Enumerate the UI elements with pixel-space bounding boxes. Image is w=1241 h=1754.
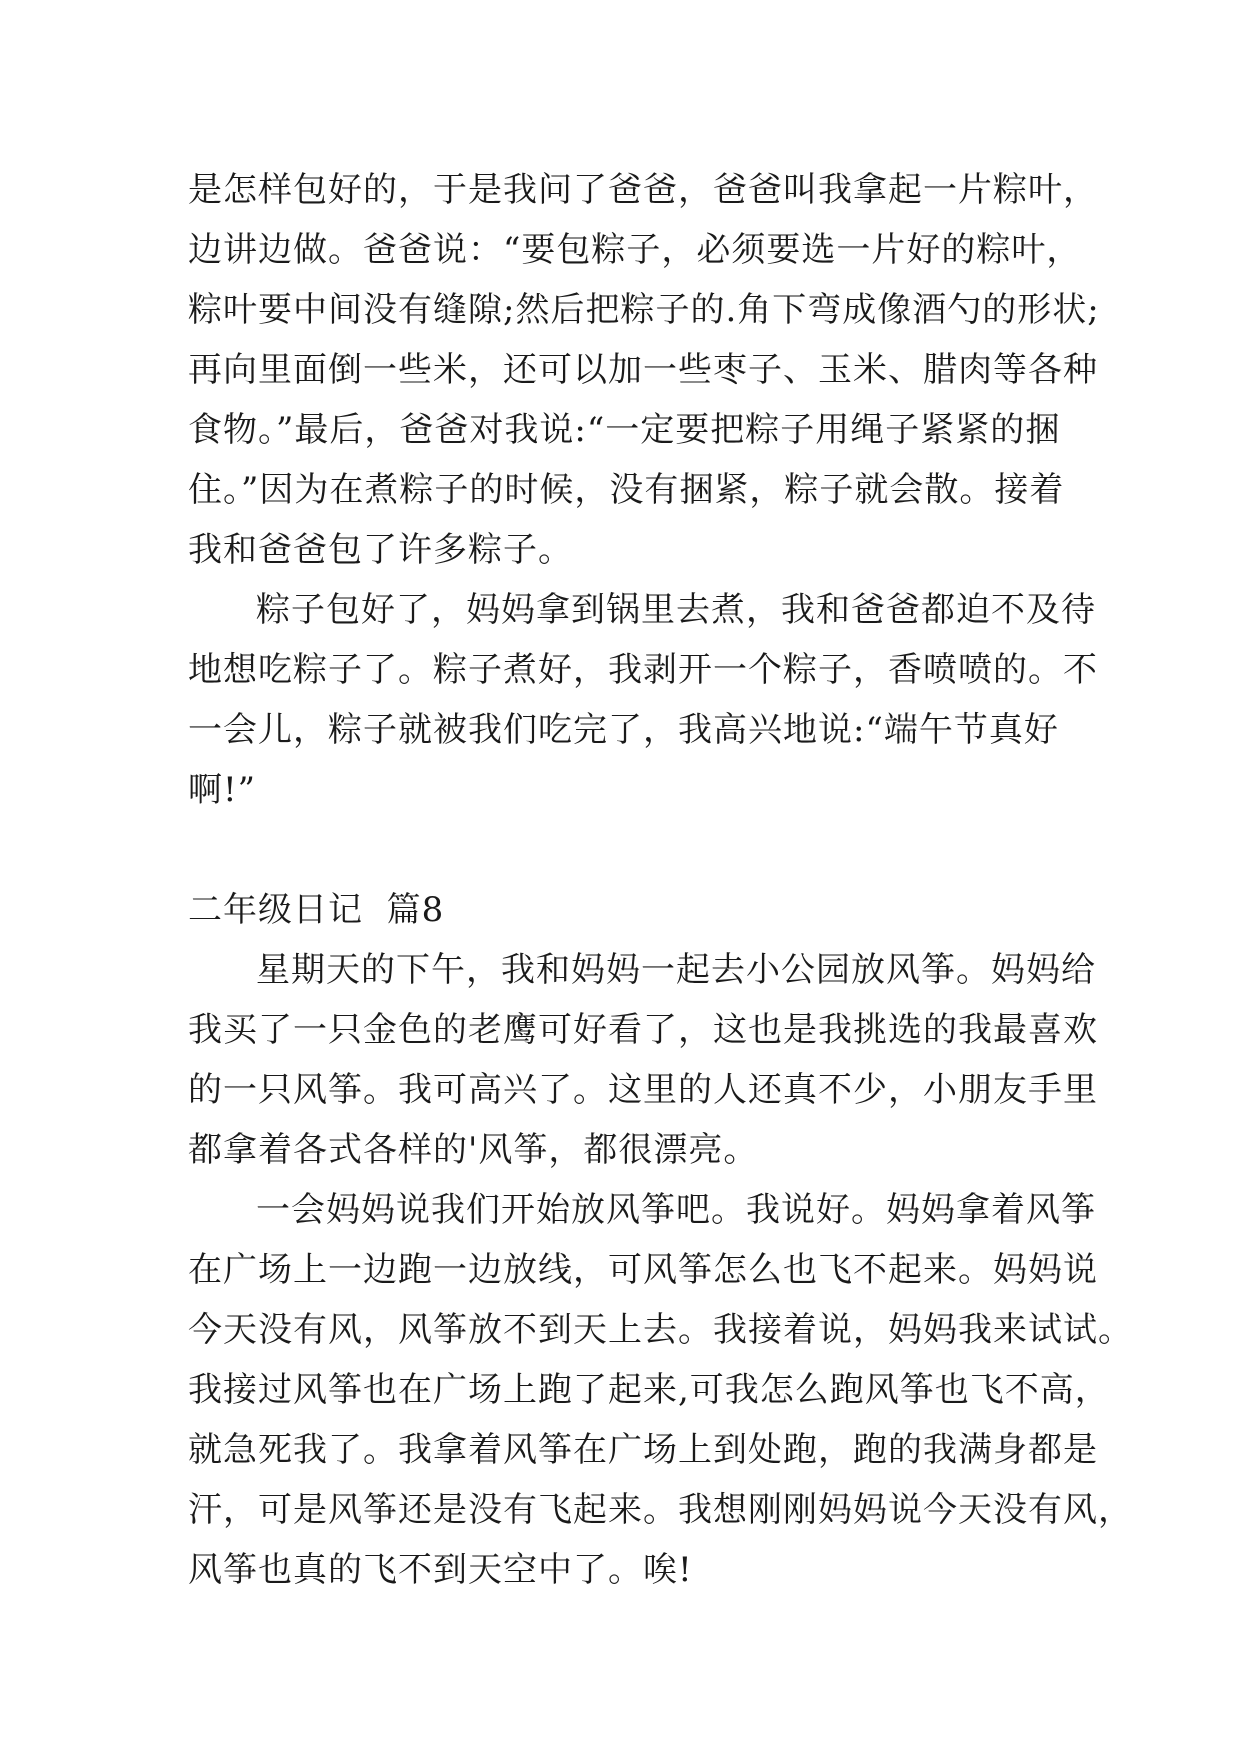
text-line: 都拿着各式各样的'风筝，都很漂亮。 bbox=[188, 1130, 759, 1170]
text-line: 地想吃粽子了。粽子煮好，我剥开一个粽子，香喷喷的。不 bbox=[188, 650, 1098, 690]
section-heading: 二年级日记 篇8 bbox=[188, 890, 445, 930]
text-line: 风筝也真的飞不到天空中了。唉! bbox=[188, 1550, 693, 1590]
text-line: 粽叶要中间没有缝隙;然后把粽子的.角下弯成像酒勺的形状; bbox=[188, 290, 1100, 330]
text-line: 一会儿，粽子就被我们吃完了，我高兴地说:“端午节真好 bbox=[188, 710, 1059, 750]
text-line: 再向里面倒一些米，还可以加一些枣子、玉米、腊肉等各种 bbox=[188, 350, 1098, 390]
text-line: 我接过风筝也在广场上跑了起来,可我怎么跑风筝也飞不高， bbox=[188, 1370, 1110, 1410]
text-line: 一会妈妈说我们开始放风筝吧。我说好。妈妈拿着风筝 bbox=[256, 1190, 1096, 1230]
text-line: 星期天的下午，我和妈妈一起去小公园放风筝。妈妈给 bbox=[256, 950, 1096, 990]
text-line: 就急死我了。我拿着风筝在广场上到处跑，跑的我满身都是 bbox=[188, 1430, 1098, 1470]
text-line: 今天没有风，风筝放不到天上去。我接着说，妈妈我来试试。 bbox=[188, 1310, 1133, 1350]
text-line: 粽子包好了，妈妈拿到锅里去煮，我和爸爸都迫不及待 bbox=[256, 590, 1096, 630]
text-line: 边讲边做。爸爸说：“要包粽子，必须要选一片好的粽叶， bbox=[188, 230, 1082, 270]
text-line: 我买了一只金色的老鹰可好看了，这也是我挑选的我最喜欢 bbox=[188, 1010, 1098, 1050]
spacer bbox=[188, 820, 1068, 880]
text-line: 在广场上一边跑一边放线，可风筝怎么也飞不起来。妈妈说 bbox=[188, 1250, 1098, 1290]
paragraph bbox=[188, 160, 1100, 580]
text-line: 住。”因为在煮粽子的时候，没有捆紧，粽子就会散。接着 bbox=[188, 470, 1065, 510]
text-line: 是怎样包好的，于是我问了爸爸，爸爸叫我拿起一片粽叶， bbox=[188, 170, 1098, 210]
document-body bbox=[188, 160, 1133, 1600]
text-line: 啊!” bbox=[188, 770, 257, 810]
paragraph bbox=[188, 1180, 1133, 1600]
paragraph bbox=[188, 580, 1098, 820]
text-line: 的一只风筝。我可高兴了。这里的人还真不少，小朋友手里 bbox=[188, 1070, 1098, 1110]
text-line: 食物。”最后，爸爸对我说:“一定要把粽子用绳子紧紧的捆 bbox=[188, 410, 1061, 450]
text-line: 汗，可是风筝还是没有飞起来。我想刚刚妈妈说今天没有风， bbox=[188, 1490, 1133, 1530]
paragraph bbox=[188, 940, 1098, 1180]
text-line: 我和爸爸包了许多粽子。 bbox=[188, 530, 573, 570]
